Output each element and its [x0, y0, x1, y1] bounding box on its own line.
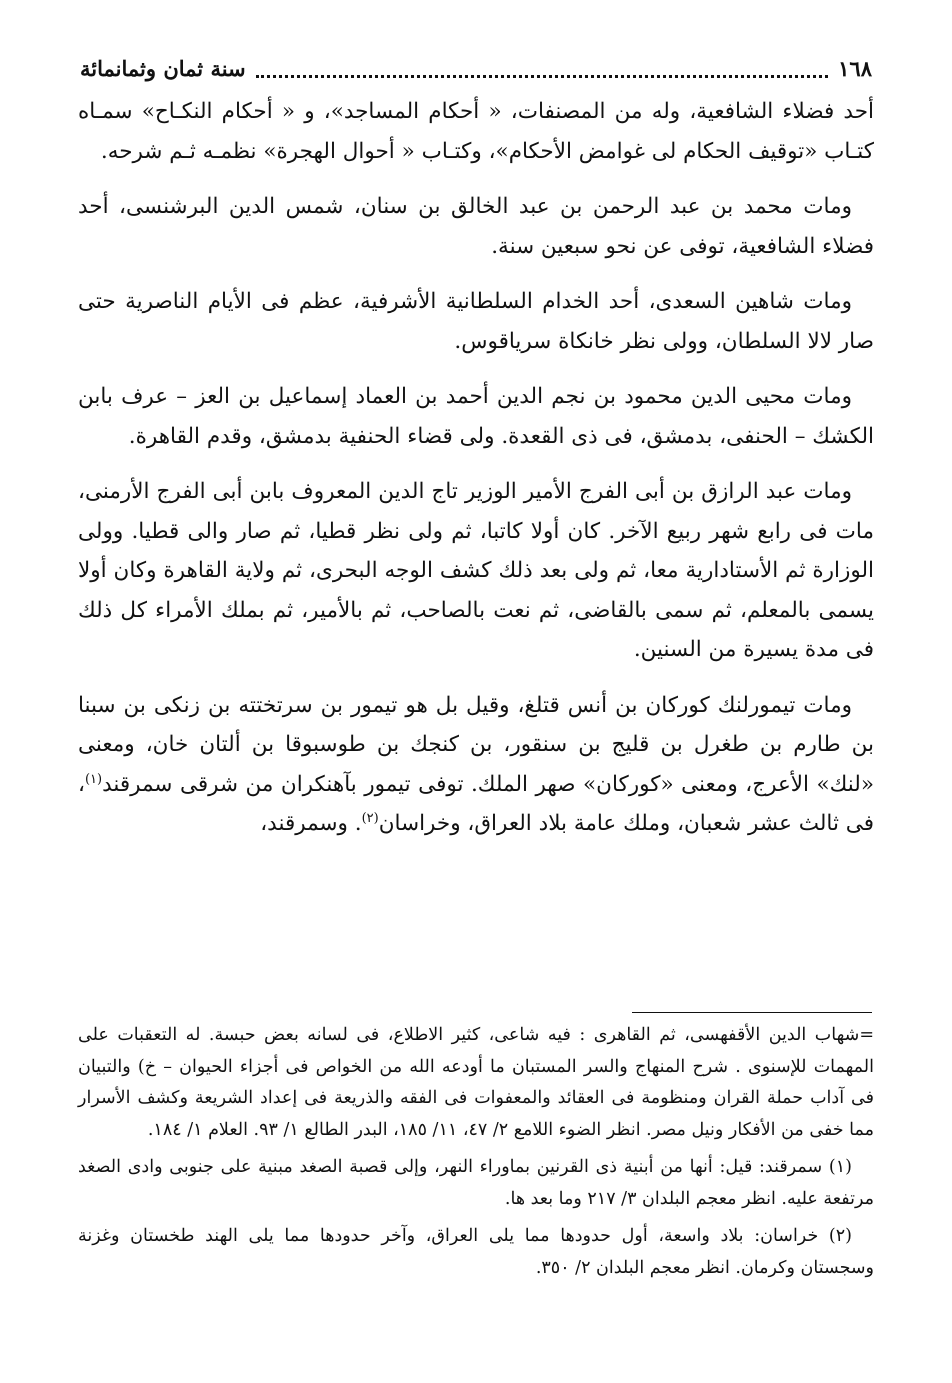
main-text: [78, 92, 874, 860]
footnote-2: (٢) خراسان: بلاد واسعة، أول حدودها مما يلى العراق، وآخر حدودها مما يلى الهند طخستان وغزنة وسجستان وكرمان. انظر معجم البلدان ٢/ ٣٥٠.: [78, 1226, 874, 1278]
paragraph-text: . وسمرقند،: [260, 811, 362, 836]
paragraph: أحد فضلاء الشافعية، وله من المصنفات، « أحكام المساجد»، و « أحكام النكـاح» سمـاه كتـاب «توقيف الحكام لى غوامض الأحكام»، وكتـاب « أحوال الهجرة» نظمـه ثـم شرحه.: [78, 99, 874, 164]
paragraph-text: ، فى ثالث عشر شعبان، وملك عامة بلاد العراق، وخراسان: [78, 771, 874, 836]
footnote-ref-1: (١): [84, 771, 103, 787]
paragraph: ومات شاهين السعدى، أحد الخدام السلطانية الأشرفية، عظم فى الأيام الناصرية حتى صار لالا السلطان، وولى نظر خانكاة سرياقوس.: [78, 289, 874, 354]
footnote-divider: [632, 1012, 872, 1013]
footnote-ref-2: (٢): [361, 810, 379, 826]
section-title: سنة ثمان وثمانمائة: [80, 55, 246, 81]
footnote-continuation: =شهاب الدين الأقفهسى، ثم القاهرى : فيه شاعى، كثير الاطلاع، فى لسانه بعض حبسة. له التعقبات على المهمات للإسنوى . شرح المنهاج والسر المستبان ما أودعه الله من الخواص فى أجزاء الحيوان – خ) والتبيان فى آداب حملة القران ومنظومة فى العقائد والمعفوات فى الفقه والذريعة فى إعداد الشريعة وكشف الأسرار مما خفى من الأفكار ونيل مصر. انظر الضوء اللامع ٢/ ٤٧، ١١/ ١٨٥، البدر الطالع ١/ ٩٣. العلام ١/ ١٨٤.: [78, 1025, 874, 1140]
paragraph: ومات عبد الرازق بن أبى الفرج الأمير الوزير تاج الدين المعروف بابن أبى الفرج الأرمنى، مات فى رابع شهر ربيع الآخر. كان أولا كاتبا، ثم ولى نظر قطيا، ثم صار والى قطيا. وولى الوزارة ثم الأستادارية معا، ثم ولى بعد ذلك كشف الوجه البحرى، ثم ولاية القاهرة وكان أولا يسمى بالمعلم، ثم سمى بالقاضى، ثم نعت بالصاحب، ثم بالأمير، ثم بملك الأمراء كل ذلك فى مدة يسيرة من السنين.: [78, 479, 874, 662]
footnotes: [78, 1020, 874, 1290]
paragraph: ومات محمد بن عبد الرحمن بن عبد الخالق بن سنان، شمس الدين البرشنسى، أحد فضلاء الشافعية، توفى عن نحو سبعين سنة.: [78, 194, 874, 259]
paragraph: ومات محيى الدين محمود بن نجم الدين أحمد بن العماد إسماعيل بن العز – عرف بابن الكشك – الحنفى، بدمشق، فى ذى القعدة. ولى قضاء الحنفية بدمشق، وقدم القاهرة.: [78, 384, 874, 449]
running-header: [80, 48, 872, 88]
header-dotted-leader: [256, 63, 829, 78]
paragraph-timurlenk: [78, 686, 874, 844]
footnote-1: (١) سمرقند: قيل: أنها من أبنية ذى القرنين بماوراء النهر، وإلى قصبة الصغد مبنية على جنوبى وادى الصغد مرتفعة عليه. انظر معجم البلدان ٣/ ٢١٧ وما بعد ها.: [78, 1157, 874, 1209]
paragraph-text: ومات تيمورلنك كوركان بن أنس قتلغ، وقيل بل هو تيمور بن سرتختته بن زنكى بن سبنا بن طارم بن طغرل بن قليج بن سنقور، بن كنجك بن طوسبوقا بن ألتان خان، ومعنى «لنك» الأعرج، ومعنى «كوركان» صهر الملك. توفى تيمور بآهنكران من شرقى سمرقند: [78, 692, 874, 797]
page-number: ١٦٨: [838, 55, 872, 81]
